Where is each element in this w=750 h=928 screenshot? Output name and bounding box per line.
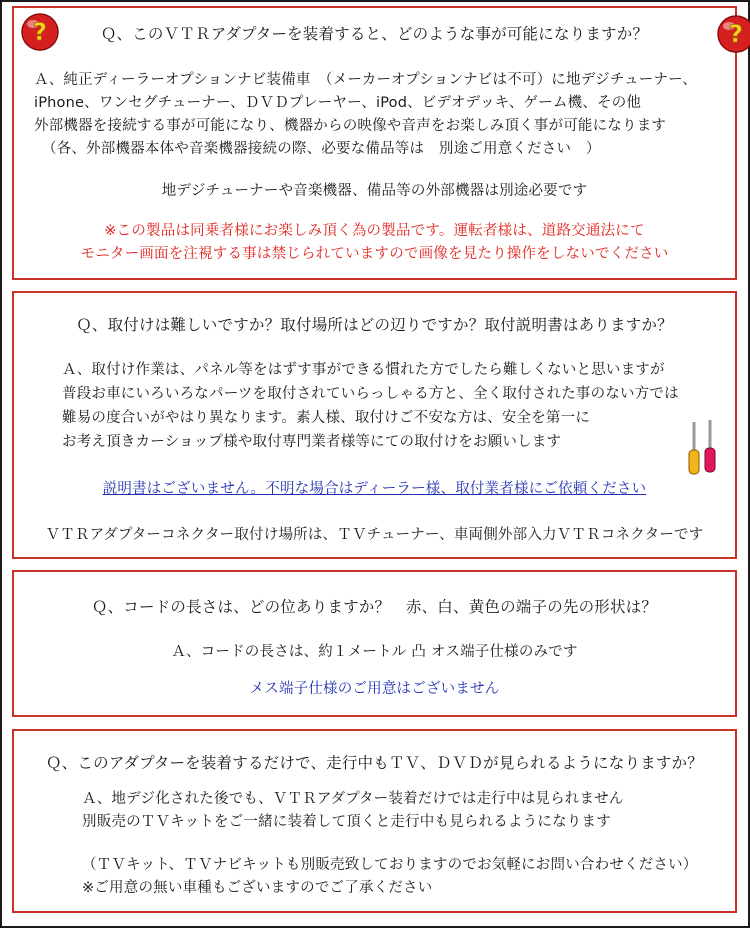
faq-answer-line: Ａ、純正ディーラーオプションナビ装備車 （メーカーオプションナビは不可）に地デジチューナー、 bbox=[34, 72, 698, 88]
faq-answer-line: （各、外部機器本体や音楽機器接続の際、必要な備品等は 別途ご用意ください ） bbox=[42, 141, 601, 157]
faq-extra-line: ※ご用意の無い車種もございますのでご了承ください bbox=[82, 880, 433, 896]
faq-answer-line: Ａ、コードの長さは、約１メートル 凸 オス端子仕様のみです bbox=[171, 644, 578, 660]
svg-text:?: ? bbox=[729, 20, 743, 48]
faq-question: Ｑ、このＶＴＲアダプターを装着すると、どのような事が可能になりますか？ bbox=[100, 25, 649, 43]
faq-answer-line: 普段お車にいろいろなパーツを取付されていらっしゃる方と、全く取付された事のない方では bbox=[62, 386, 679, 402]
faq-extra-line: （ＴＶキット、ＴＶナビキットも別販売致しておりますのでお気軽にお問い合わせください） bbox=[82, 857, 698, 873]
faq-question: Ｑ、このアダプターを装着するだけで、走行中もＴＶ、ＤＶＤが見られるようになりますか？ bbox=[46, 754, 703, 772]
svg-text:?: ? bbox=[33, 18, 47, 46]
faq-answer-line: お考え頂きカーショップ様や取付専門業者様等にての取付けをお願いします bbox=[62, 434, 562, 450]
faq-warning-line: モニター画面を注視する事は禁じられていますので画像を見たり操作をしないでください bbox=[80, 246, 669, 262]
faq-answer-line: 別販売のＴＶキットをご一緒に装着して頂くと走行中も見られるようになります bbox=[82, 814, 611, 830]
screwdriver-icon bbox=[680, 418, 724, 480]
faq-question: Ｑ、取付けは難しいですか？取付場所はどの辺りですか？取付説明書はありますか？ bbox=[76, 316, 673, 334]
faq-note: ＶＴＲアダプターコネクター取付け場所は、ＴＶチューナー、車両側外部入力ＶＴＲコネクターです bbox=[45, 527, 704, 543]
faq-note: メス端子仕様のご用意はございません bbox=[249, 681, 500, 697]
faq-card-4 bbox=[12, 729, 737, 913]
faq-card-1 bbox=[12, 6, 743, 280]
faq-answer-line: Ａ、地デジ化された後でも、ＶＴＲアダプター装着だけでは走行中は見られません bbox=[82, 791, 624, 807]
faq-warning-line: ※この製品は同乗者様にお楽しみ頂く為の製品です。運転者様は、道路交通法にて bbox=[104, 223, 645, 239]
faq-question: Ｑ、コードの長さは、どの位ありますか？ 赤、白、黄色の端子の先の形状は？ bbox=[91, 598, 658, 616]
faq-answer-line: 難易の度合いがやはり異なります。素人様、取付けご不安な方は、安全を第一に bbox=[62, 410, 591, 426]
faq-answer-line: 外部機器を接続する事が可能になり、機器からの映像や音声をお楽しみ頂く事が可能になります bbox=[34, 118, 667, 134]
faq-note: 地デジチューナーや音楽機器、備品等の外部機器は別途必要です bbox=[161, 183, 588, 199]
instructions-link[interactable]: 説明書はございません。不明な場合はディーラー様、取付業者様にご依頼ください bbox=[102, 481, 647, 497]
faq-answer-line: Ａ、取付け作業は、パネル等をはずす事ができる慣れた方でしたら難しくないと思いますが bbox=[62, 362, 665, 378]
faq-card-3 bbox=[12, 570, 737, 717]
faq-answer-line: iPhone、ワンセグチューナー、ＤＶＤプレーヤー、iPod、ビデオデッキ、ゲーム機、その他 bbox=[34, 95, 642, 111]
faq-card-2 bbox=[12, 291, 737, 559]
